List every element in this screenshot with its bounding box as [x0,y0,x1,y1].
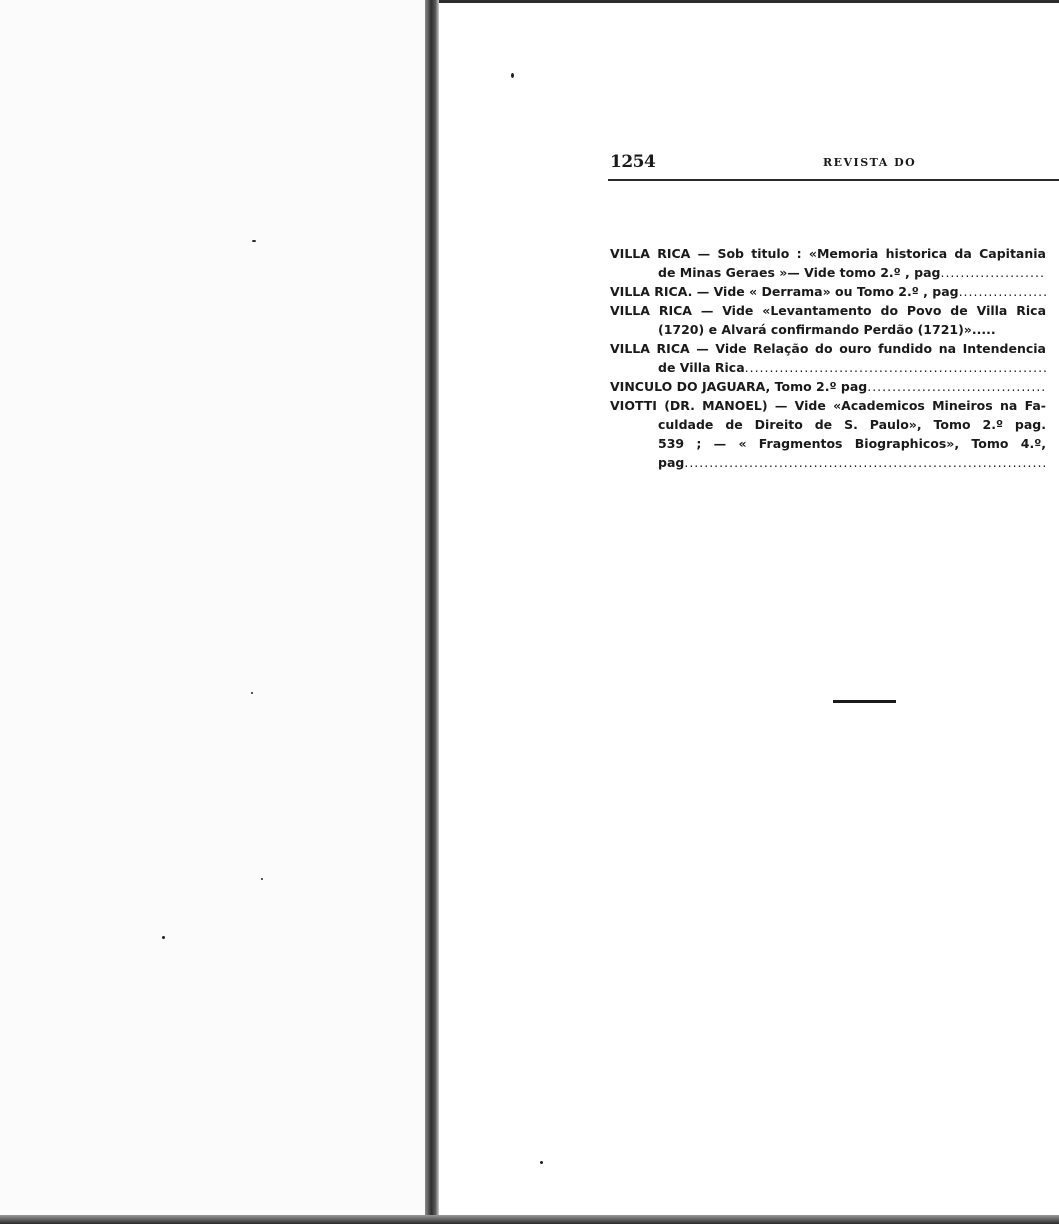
index-entry-viotti [610,396,1046,472]
index-entry-villa-rica-levantamento [610,301,1046,339]
page-bottom-edge [0,1215,1059,1224]
facing-page-blank [0,0,425,1224]
entry-line: 539 ; — « Fragmentos Biographicos», Tomo 4.º, [658,436,1046,451]
entry-line: (1720) e Alvará confirmando Perdão (1721)»..... [658,322,996,337]
journal-title: REVISTA DO [823,156,917,169]
entry-line: VILLA RICA. — Vide « Derrama» ou Tomo 2.º , pag ..... [610,282,1046,301]
page-number: 1254 [610,152,656,172]
running-head [610,152,1059,176]
entry-line: de Minas Geraes »— Vide tomo 2.º , pag ..... [610,263,1046,282]
paper-speck [511,73,514,78]
entry-line: VINCULO DO JAGUARA, Tomo 2.º pag ..... [610,377,1046,396]
dot-leader [959,282,1046,301]
entry-line: pag ..... [610,453,1046,472]
paper-speck [251,692,253,694]
index-entry-villa-rica-memoria [610,244,1046,282]
index-entry-vinculo-jaguara [610,377,1046,396]
book-gutter [425,0,439,1224]
paper-speck [252,240,256,242]
header-rule [608,179,1059,181]
index-entry-villa-rica-ouro [610,339,1046,377]
dot-leader [745,358,1046,377]
entry-line: de Villa Rica ..... [610,358,1046,377]
index-entry-villa-rica-derrama [610,282,1046,301]
paper-speck [261,878,263,880]
entry-line: VILLA RICA — Sob titulo : «Memoria historica da Capitania [610,246,1046,261]
paper-speck [540,1161,543,1164]
index-list [610,244,1046,472]
entry-line: VILLA RICA — Vide «Levantamento do Povo de Villa Rica [610,303,1046,318]
entry-line: culdade de Direito de S. Paulo», Tomo 2.º pag. [658,417,1046,432]
entry-line: VIOTTI (DR. MANOEL) — Vide «Academicos Mineiros na Fa- [610,398,1046,413]
page-top-edge [439,0,1059,3]
dot-leader [940,263,1046,282]
end-rule [833,700,896,703]
dot-leader [867,377,1046,396]
paper-speck [162,936,165,939]
entry-line: VILLA RICA — Vide Relação do ouro fundido na Intendencia [610,341,1046,356]
dot-leader [684,453,1046,472]
